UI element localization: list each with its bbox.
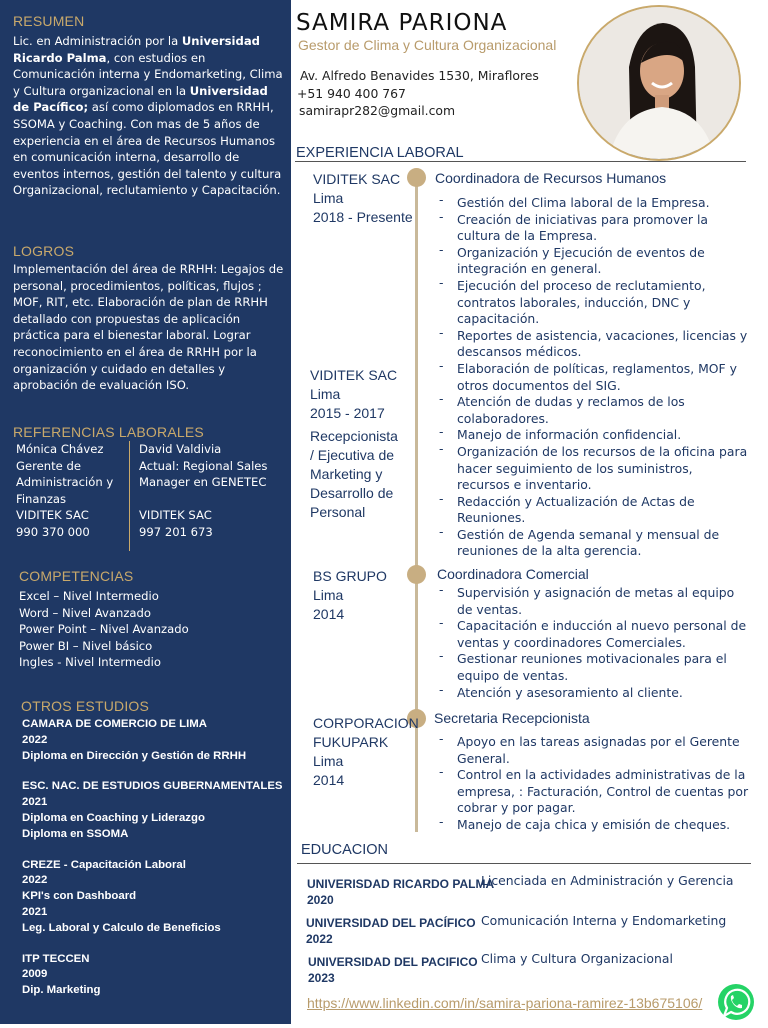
job-company: BS GRUPO Lima 2014 <box>313 568 387 622</box>
education-institution: UNIVERSIDAD DEL PACIFICO 2023 <box>308 955 478 985</box>
competencias-title: COMPETENCIAS <box>19 568 134 584</box>
list-item: Power Point – Nivel Avanzado <box>19 622 189 637</box>
list-item: - Gestionar reuniones motivacionales para el equipo de ventas. <box>437 651 749 684</box>
list-item: - Elaboración de políticas, reglamentos, MOF y otros documentos del SIG. <box>437 361 749 394</box>
list-item: - Creación de iniciativas para promover la cultura de la Empresa. <box>437 212 749 245</box>
job-company: CORPORACION FUKUPARK Lima 2014 <box>313 715 419 788</box>
reference-left: Mónica Chávez Gerente de Administración y Finanzas VIDITEK SAC 990 370 000 <box>16 442 114 539</box>
linkedin-link[interactable]: https://www.linkedin.com/in/samira-pariona-ramirez-13b675106/ <box>307 995 703 1011</box>
education-institution: UNIVERISDAD RICARDO PALMA 2020 <box>307 877 495 907</box>
list-item: - Manejo de información confidencial. <box>437 427 749 444</box>
education-institution: UNIVERSIDAD DEL PACÍFICO 2022 <box>306 916 476 946</box>
experiencia-title: EXPERIENCIA LABORAL <box>296 145 464 161</box>
resumen-text: Lic. en Administración por la Universidad Ricardo Palma, con estudios en Comunicación interna y Endomarketing, Clima y Cultura organizacional en la Universidad de Pacífico; así como diplomados en RRHH, SSOMA y Coaching. Con mas de 5 años de experiencia en el área de Recursos Humanos en comunicación interna, desarrollo de eventos internos, gestión del talento y cultura Organizacional, reclutamiento y Capacitación. <box>13 34 283 198</box>
job-bullets <box>437 195 749 560</box>
list-item: - Ejecución del proceso de reclutamiento, contratos laborales, inducción, DNC y capacitación. <box>437 278 749 328</box>
timeline-dot <box>407 565 426 584</box>
education-degree: Comunicación Interna y Endomarketing <box>481 913 727 928</box>
list-item: Word – Nivel Avanzado <box>19 605 151 620</box>
list-item: - Redacción y Actualización de Actas de Reuniones. <box>437 494 749 527</box>
list-item: Excel – Nivel Intermedio <box>19 589 159 603</box>
candidate-name: SAMIRA PARIONA <box>296 10 508 36</box>
list-item: Ingles - Nivel Intermedio <box>19 655 161 670</box>
otros-estudios-list: CAMARA DE COMERCIO DE LIMA 2022 Diploma en Dirección y Gestión de RRHH ESC. NAC. DE ESTUDIOS GUBERNAMENTALES 2021 Diploma en Coaching y Liderazgo Diploma en SSOMA CREZE - Capacitación Laboral 2022 KPI's con Dashboard 2021 Leg. Laboral y Calculo de Beneficios ITP TECCEN 2009 Dip. Marketing <box>22 718 283 997</box>
list-item: - Supervisión y asignación de metas al equipo de ventas. <box>437 585 749 618</box>
otros-estudios-title: OTROS ESTUDIOS <box>21 698 150 714</box>
contact-address: Av. Alfredo Benavides 1530, Miraflores <box>300 68 539 83</box>
resumen-title: RESUMEN <box>13 13 85 29</box>
list-item: - Organización y Ejecución de eventos de integración en general. <box>437 245 749 278</box>
competencias-list <box>19 588 284 671</box>
section-divider <box>295 161 746 162</box>
list-item: Power BI – Nivel básico <box>19 638 153 653</box>
referencias-title: REFERENCIAS LABORALES <box>13 424 204 440</box>
reference-right: David Valdivia Actual: Regional Sales Manager en GENETEC VIDITEK SAC 997 201 673 <box>139 442 268 539</box>
list-item: - Reportes de asistencia, vacaciones, licencias y descansos médicos. <box>437 328 749 361</box>
job-title: Secretaria Recepcionista <box>434 710 590 726</box>
list-item: - Control en la actividades administrativas de la empresa, : Facturación, Control de cuentas por cobrar y por pagar. <box>437 767 749 817</box>
list-item: - Gestión de Agenda semanal y mensual de reuniones de la alta gerencia. <box>437 527 749 560</box>
reference-divider <box>129 441 130 551</box>
whatsapp-icon[interactable] <box>714 980 758 1024</box>
list-item: - Capacitación e inducción al nuevo personal de ventas y coordinadores Comerciales. <box>437 618 749 651</box>
logros-title: LOGROS <box>13 243 75 259</box>
sidebar <box>0 0 291 1024</box>
list-item: - Organización de los recursos de la oficina para hacer seguimiento de los suministros, recursos e inventario. <box>437 444 749 494</box>
job-company: VIDITEK SAC Lima 2018 - Presente <box>313 171 413 225</box>
list-item: - Gestión del Clima laboral de la Empresa. <box>437 195 749 212</box>
candidate-role: Gestor de Clima y Cultura Organizacional <box>298 37 557 53</box>
contact-email: samirapr282@gmail.com <box>299 103 456 118</box>
job-company: VIDITEK SAC Lima 2015 - 2017 Recepcionista / Ejecutiva de Marketing y Desarrollo de Personal <box>310 367 398 520</box>
education-degree: Licenciada en Administración y Gerencia <box>481 873 734 888</box>
list-item: - Manejo de caja chica y emisión de cheques. <box>437 817 749 834</box>
logros-text: Implementación del área de RRHH: Legajos de personal, procedimientos, políticas, flujos ; MOF, RIT, etc. Elaboración de plan de RRHH detallado con propuestas de aplicación práctica para el bienestar laboral. Lograr reconocimiento en el área de RRHH por la organización y cuidado en detalles y aprobación de evaluación ISO. <box>13 262 284 393</box>
education-degree: Clima y Cultura Organizacional <box>481 951 673 966</box>
job-bullets <box>437 734 749 834</box>
job-title: Coordinadora de Recursos Humanos <box>435 170 667 186</box>
job-title: Coordinadora Comercial <box>437 566 589 582</box>
educacion-title: EDUCACION <box>301 842 389 858</box>
profile-photo <box>577 5 741 161</box>
contact-phone: +51 940 400 767 <box>297 86 406 101</box>
list-item: - Atención y asesoramiento al cliente. <box>437 685 749 702</box>
job-bullets <box>437 585 749 701</box>
list-item: - Atención de dudas y reclamos de los colaboradores. <box>437 394 749 427</box>
section-divider <box>297 863 751 864</box>
list-item: - Apoyo en las tareas asignadas por el Gerente General. <box>437 734 749 767</box>
